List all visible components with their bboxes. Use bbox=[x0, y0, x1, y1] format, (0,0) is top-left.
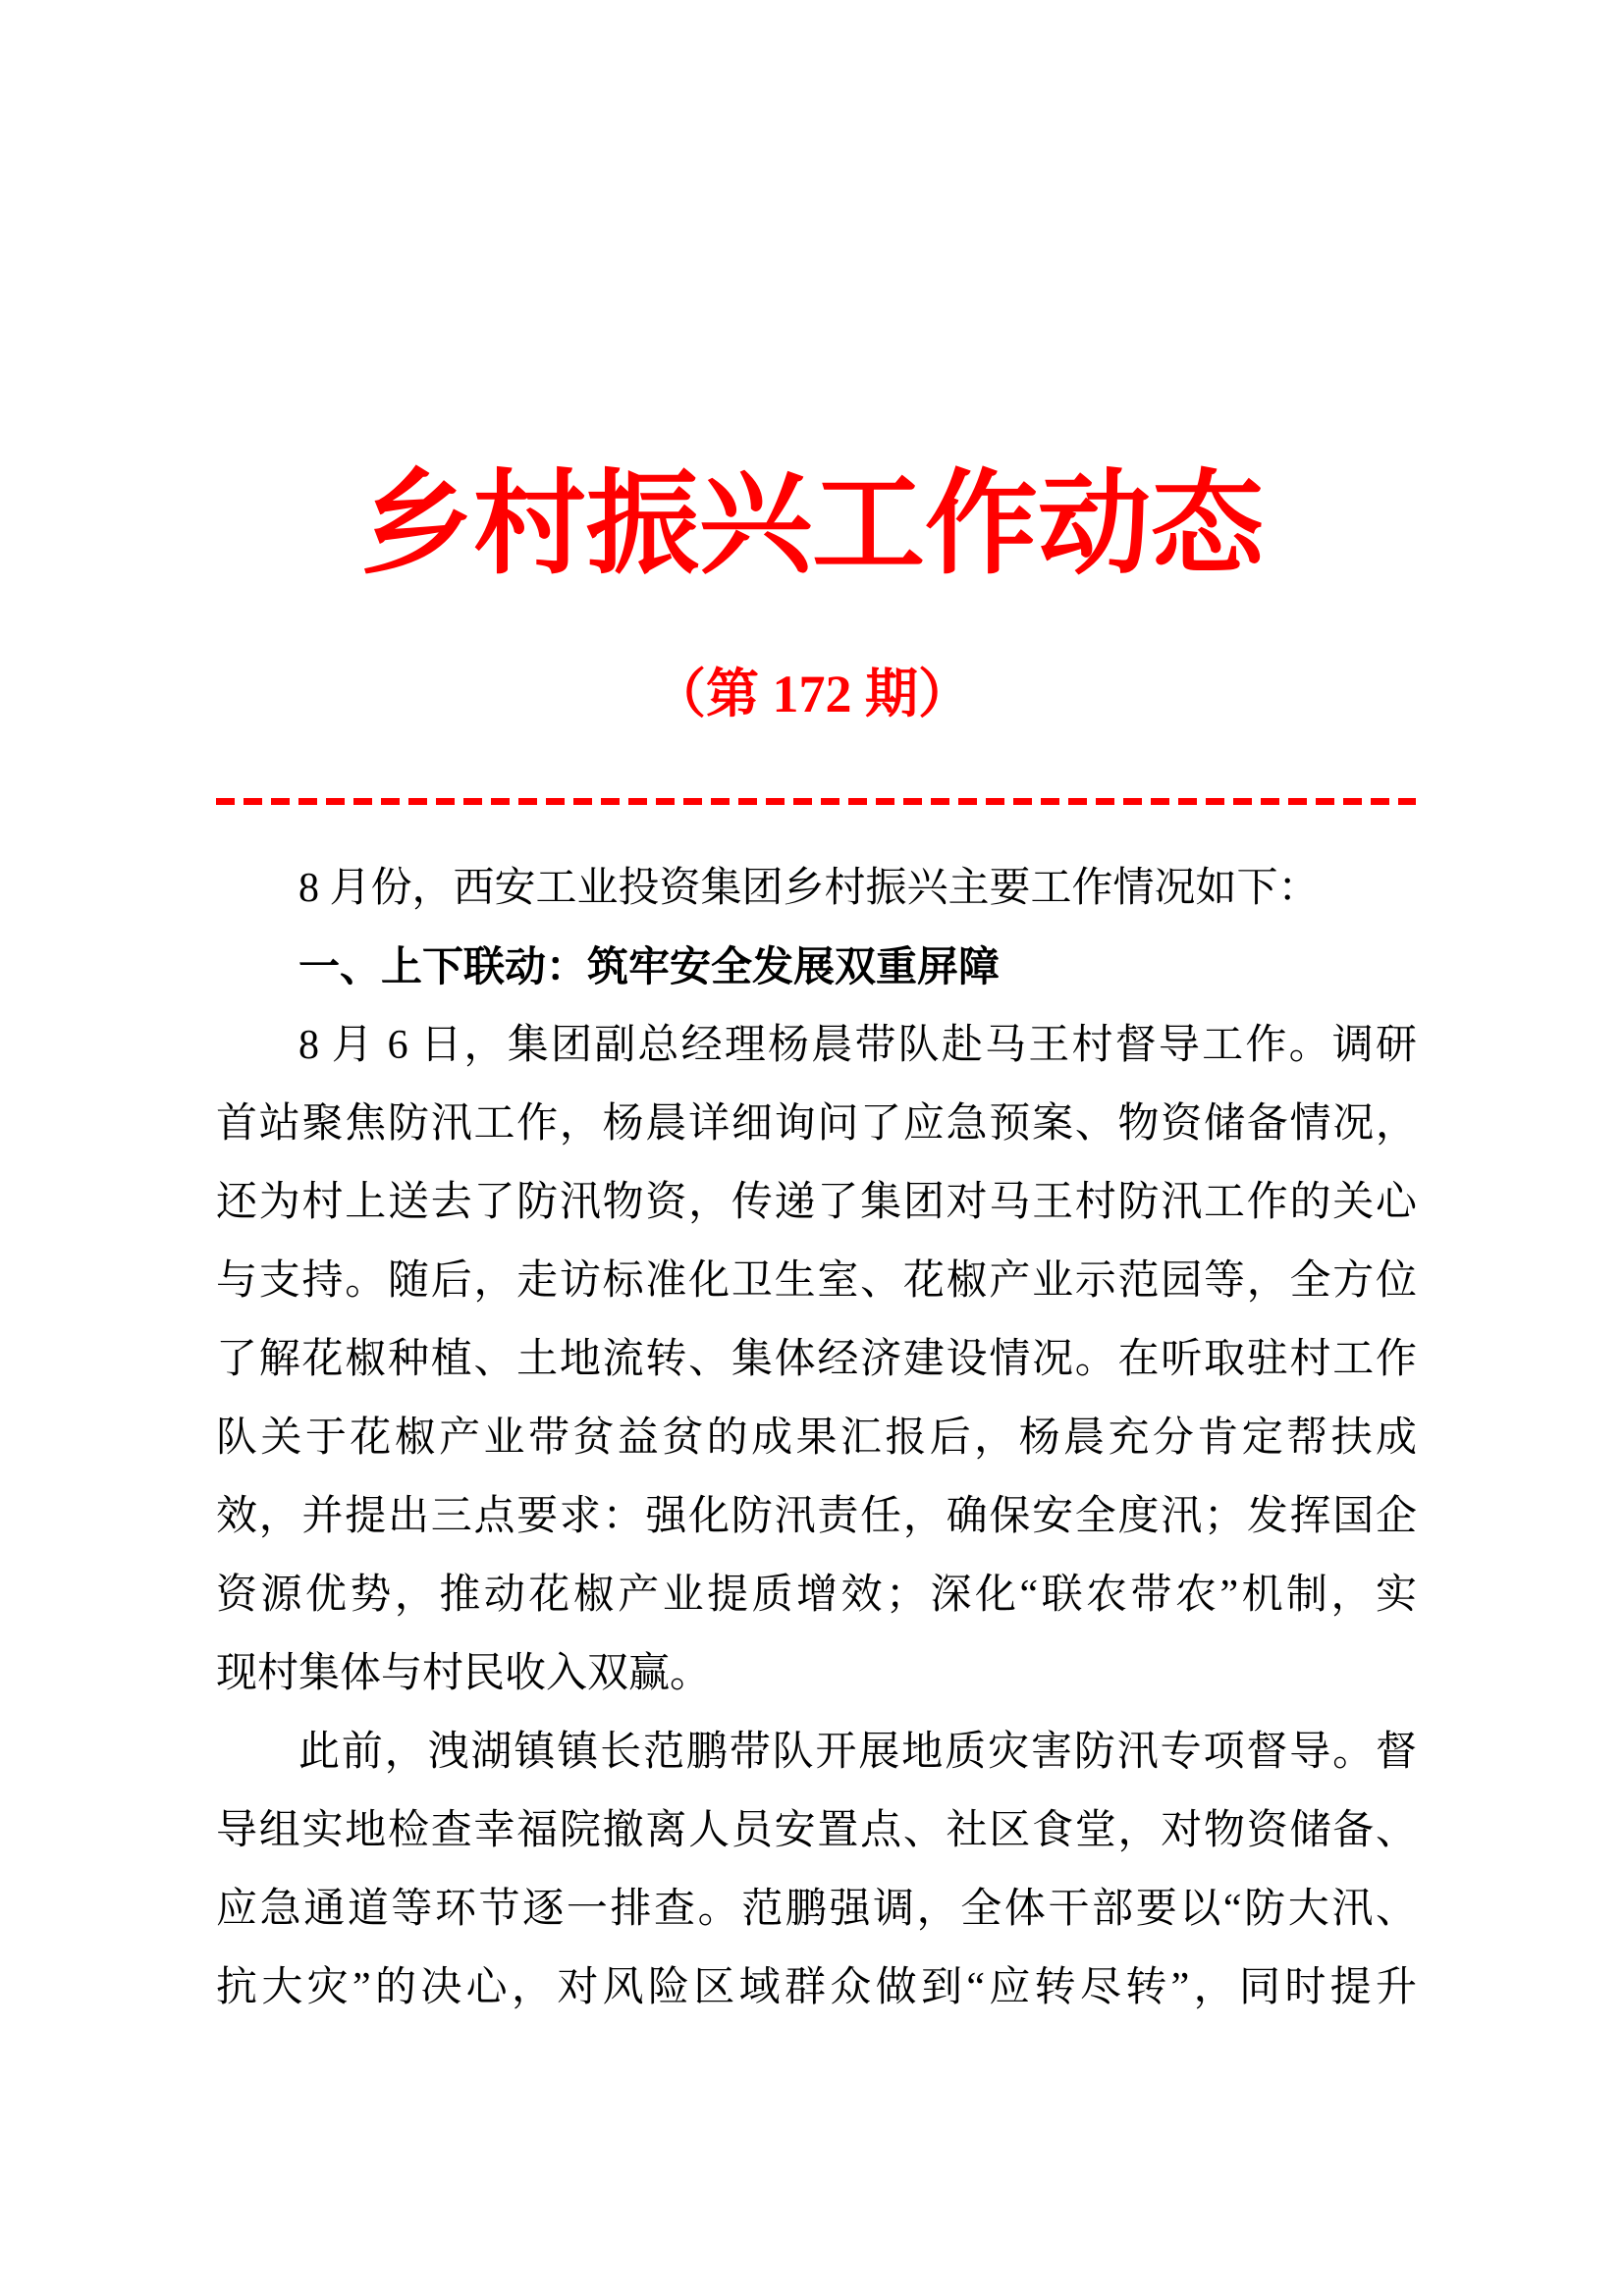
body-line: 此前，洩湖镇镇长范鹏带队开展地质灾害防汛专项督导。督 bbox=[298, 1730, 1417, 1775]
dashed-divider bbox=[216, 798, 1416, 805]
section-heading: 一、上下联动：筑牢安全发展双重屏障 bbox=[298, 943, 1001, 989]
body-line: 还为村上送去了防汛物资，传递了集团对马王村防汛工作的关心 bbox=[216, 1180, 1417, 1225]
body-line: 效，并提出三点要求：强化防汛责任，确保安全度汛；发挥国企 bbox=[216, 1494, 1417, 1539]
body-line: 应急通道等环节逐一排查。范鹏强调，全体干部要以“防大汛、 bbox=[216, 1887, 1417, 1932]
body-line: 抗大灾”的决心，对风险区域群众做到“应转尽转”，同时提升 bbox=[216, 1965, 1417, 2010]
body-text bbox=[0, 849, 1624, 2027]
body-line: 首站聚焦防汛工作，杨晨详细询问了应急预案、物资储备情况， bbox=[216, 1101, 1417, 1147]
issue-number: （第 172 期） bbox=[653, 665, 971, 723]
body-line: 现村集体与村民收入双赢。 bbox=[216, 1651, 712, 1696]
body-line: 队关于花椒产业带贫益贫的成果汇报后，杨晨充分肯定帮扶成 bbox=[216, 1415, 1417, 1461]
body-line: 8 月 6 日，集团副总经理杨晨带队赴马王村督导工作。调研 bbox=[298, 1023, 1417, 1068]
body-line: 了解花椒种植、土地流转、集体经济建设情况。在听取驻村工作 bbox=[216, 1337, 1417, 1382]
body-line: 与支持。随后，走访标准化卫生室、花椒产业示范园等，全方位 bbox=[216, 1258, 1417, 1304]
intro-line: 8 月份，西安工业投资集团乡村振兴主要工作情况如下： bbox=[298, 866, 1320, 911]
document-title: 乡村振兴工作动态 bbox=[359, 462, 1264, 587]
body-line: 资源优势，推动花椒产业提质增效；深化“联农带农”机制，实 bbox=[216, 1573, 1417, 1618]
body-line: 导组实地检查幸福院撤离人员安置点、社区食堂，对物资储备、 bbox=[216, 1808, 1417, 1853]
